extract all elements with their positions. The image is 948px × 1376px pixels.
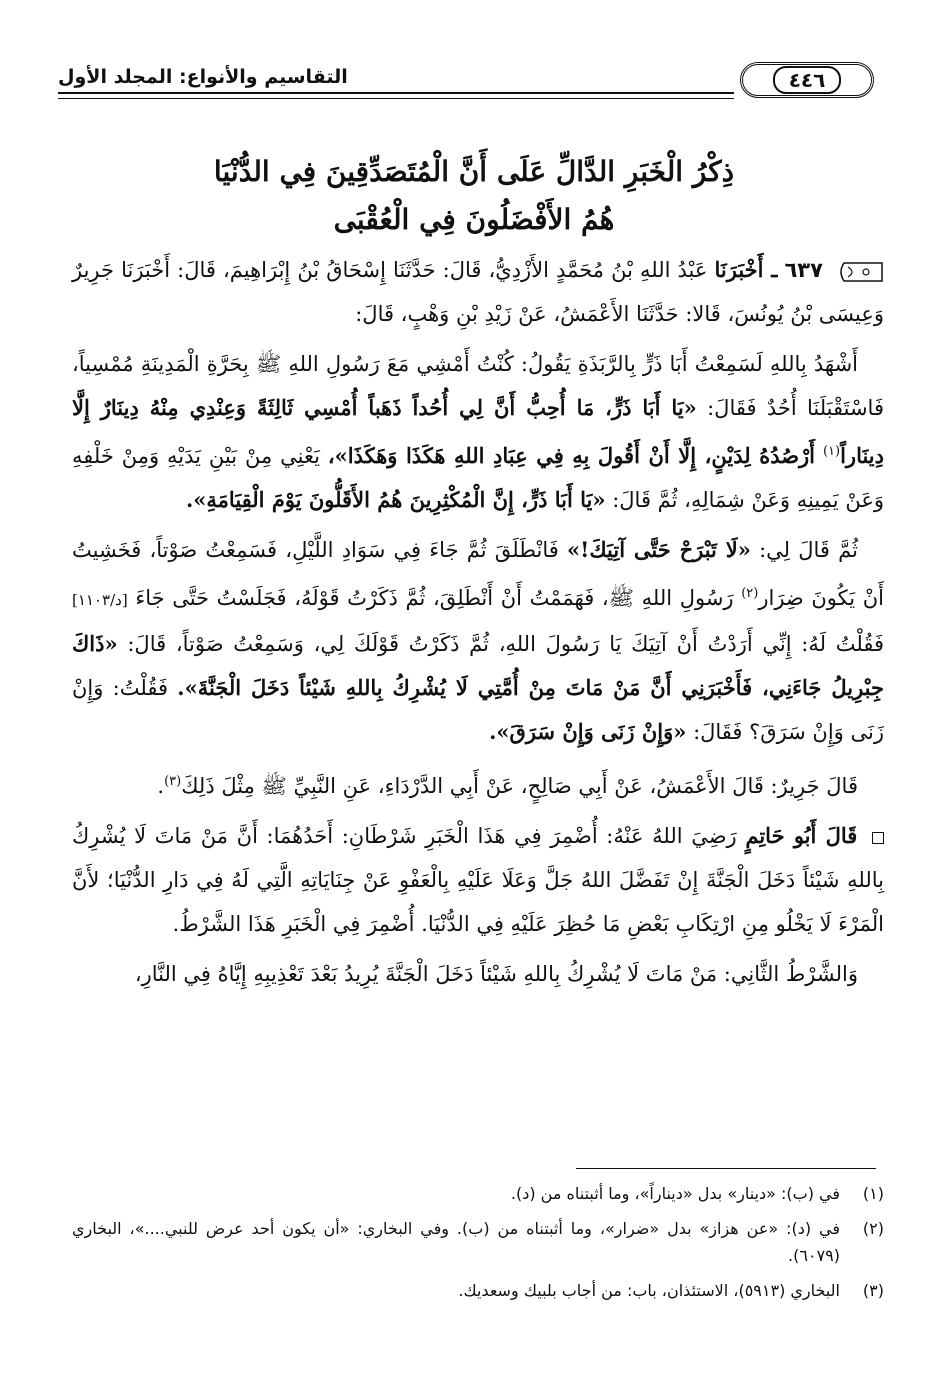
- footnote-ref-1[interactable]: (١): [822, 444, 841, 459]
- footnotes: [72, 1180, 884, 1312]
- footnote-1: [72, 1180, 884, 1207]
- hadith-paragraph-2: [72, 528, 884, 754]
- commentator-name: قَالَ أَبُو حَاتِمٍ: [745, 823, 858, 848]
- commentary-paragraph-2: [72, 952, 884, 996]
- isnad-text: عَبْدُ اللهِ بْنُ مُحَمَّدٍ الأَزْدِيُّ، قَالَ: حَدَّثَنَا إِسْحَاقُ بْنُ إِبْرَاهِيمَ، قَالَ: أَخْبَرَنَا جَرِيرٌ وَعِيسَى بْنُ يُونُسَ، قَالا: حَدَّثَنَا الأَعْمَشُ، عَنْ زَيْدِ بْنِ وَهْبٍ، قَالَ:: [72, 258, 884, 326]
- commentary-text: رَضِيَ اللهُ عَنْهُ: أُضْمِرَ فِي هَذَا الْخَبَرِ شَرْطَانِ: أَحَدُهُمَا: أَنَّ مَنْ مَاتَ لَا يُشْرِكُ بِاللهِ شَيْئاً دَخَلَ الْجَنَّةَ إِنْ تَفَضَّلَ اللهُ جَلَّ وَعَلَا عَلَيْهِ بِالْعَفْوِ عَنْ جِنَايَاتِهِ الَّتِي لَهُ فِي دَارِ الدُّنْيَا؛ لأَنَّ الْمَرْءَ لَا يَخْلُو مِنِ ارْتِكَابِ بَعْضِ مَا حُظِرَ عَلَيْهِ فِي الدُّنْيَا. أُضْمِرَ فِي الْخَبَرِ هَذَا الشَّرْطُ.: [72, 824, 884, 936]
- prophetic-quote-2: «ذَاكَ جِبْرِيلُ جَاءَنِي، فَأَخْبَرَنِي أَنَّ مَنْ مَاتَ مِنْ أُمَّتِي لَا يُشْرِكُ بِاللهِ شَيْئاً دَخَلَ الْجَنَّةَ».: [72, 631, 884, 700]
- narration-text-2: يَعْنِي مِنْ بَيْنِ يَدَيْهِ وَمِنْ خَلْفِهِ وَعَنْ يَمِينِهِ وَعَنْ شِمَالِهِ، ثُمَّ قَالَ:: [72, 444, 884, 512]
- chapter-heading: [60, 148, 888, 244]
- square-bullet-icon: [872, 832, 884, 844]
- prophetic-quote-3: «وَإِنْ زَنَى وَإِنْ سَرَقَ».: [489, 719, 687, 744]
- prophetic-quote-cont: أَرْصُدُهُ لِدَيْنٍ، إِلَّا أَنْ أَقُولَ بِهِ فِي عِبَادِ اللهِ هَكَذَا وَهَكَذَا»،: [327, 443, 816, 468]
- heading-line-2: هُمُ الأَفْضَلُونَ فِي الْعُقْبَى: [333, 203, 615, 236]
- footnote-number: (٢): [862, 1219, 884, 1238]
- narration-text: أَشْهَدُ بِاللهِ لَسَمِعْتُ أَبَا ذَرٍّ بِالرَّبَذَةِ يَقُولُ: كُنْتُ أَمْشِي مَعَ رَسُولِ اللهِ ﷺ بِحَرَّةِ الْمَدِينَةِ مُمْسِياً، فَاسْتَقْبَلَنَا أُحُدٌ فَقَالَ:: [72, 352, 884, 420]
- commentary-text-2: وَالشَّرْطُ الثَّانِي: مَنْ مَاتَ لَا يُشْرِكُ بِاللهِ شَيْئاً دَخَلَ الْجَنَّةَ يُرِيدُ بَعْدَ تَعْذِيبِهِ إِيَّاهُ فِي النَّارِ،: [134, 962, 858, 986]
- narration-text-4: فَقُلْتُ لَهُ: إِنِّي أَرَدْتُ أَنْ آتِيَكَ يَا رَسُولَ اللهِ، ثُمَّ ذَكَرْتُ قَوْلَكَ لِي، وَسَمِعْتُ صَوْتاً، قَالَ:: [127, 632, 884, 656]
- footnote-ref-2[interactable]: (٢): [741, 586, 759, 601]
- footnote-number: (١): [862, 1184, 884, 1203]
- narration-text-2: فَانْطَلَقَ ثُمَّ جَاءَ فِي سَوَادِ اللَّيْلِ، فَسَمِعْتُ صَوْتاً، فَخَشِيتُ أَنْ يَكُونَ ضِرَار: [72, 538, 884, 610]
- footnote-number: (٣): [862, 1281, 884, 1300]
- footnote-text: في (د): «عن هزاز» بدل «ضرار»، وما أثبتناه من (ب). وفي البخاري: «أن يكون أحد عرض للنبي....»، البخاري (٦٠٧٩).: [72, 1219, 840, 1265]
- footnote-ref-3[interactable]: (٣): [164, 774, 182, 789]
- footnote-rule: [576, 1168, 876, 1169]
- hadith-number: ٦٣٧: [784, 258, 823, 282]
- manuscript-ref: [د/١١٠٣]: [72, 591, 128, 609]
- page-number-box: [740, 62, 874, 98]
- hadith-paragraph-3: قَالَ جَرِيرٌ: قَالَ الأَعْمَشُ، عَنْ أَبِي صَالِحٍ، عَنْ أَبِي الدَّرْدَاءِ، عَنِ النَّبِيِّ ﷺ مِثْلَ ذَلِكَ$^{(٣)}$.: [157, 774, 858, 798]
- page-header: [58, 58, 874, 112]
- isnad-lead: ـ أَخْبَرَنَا: [714, 257, 778, 282]
- narration-text: قَالَ جَرِيرٌ: قَالَ الأَعْمَشُ، عَنْ أَبِي صَالِحٍ، عَنْ أَبِي الدَّرْدَاءِ، عَنِ النَّبِيِّ ﷺ مِثْلَ ذَلِكَ: [181, 774, 858, 798]
- prophetic-quote: «لَا تَبْرَحْ حَتَّى آتِيَكَ!»: [567, 537, 751, 562]
- narration-text: ثُمَّ قَالَ لِي:: [759, 538, 858, 562]
- prophetic-quote-2: «يَا أَبَا ذَرٍّ، إِنَّ الْمُكْثِرِينَ هُمُ الأَقَلُّونَ يَوْمَ الْقِيَامَةِ».: [185, 487, 606, 512]
- footnote-text: البخاري (٥٩١٣)، الاستئذان، باب: من أجاب بلبيك وسعديك.: [458, 1281, 840, 1300]
- hadith-paragraph-1: [72, 342, 884, 522]
- heading-line-1: ذِكْرُ الْخَبَرِ الدَّالِّ عَلَى أَنَّ الْمُتَصَدِّقِينَ فِي الدُّنْيَا: [213, 155, 735, 188]
- running-title: التقاسيم والأنواع: المجلد الأول: [58, 66, 348, 88]
- footnote-3: [72, 1277, 884, 1304]
- commentary-paragraph: [72, 814, 884, 946]
- header-rule-thin: [58, 98, 734, 99]
- main-text: [72, 248, 884, 1002]
- hadith-ornament-icon: [836, 259, 884, 285]
- header-rule: [58, 92, 734, 94]
- isnad-paragraph: [72, 248, 884, 336]
- footnote-text: في (ب): «دينار» بدل «ديناراً»، وما أثبتناه من (د).: [510, 1184, 840, 1203]
- narration-text-3: رَسُولِ اللهِ ﷺ، فَهَمَمْتُ أَنْ أَنْطَلِقَ، ثُمَّ ذَكَرْتُ قَوْلَهُ، فَجَلَسْتُ حَتَّى جَاءَ: [135, 586, 734, 610]
- narration-text-5: فَقُلْتُ: وَإِنْ زَنَى وَإِنْ سَرَقَ؟ فَقَالَ:: [72, 676, 884, 744]
- footnote-2: [72, 1215, 884, 1269]
- page-number: ٤٤٦: [773, 66, 842, 94]
- prophetic-quote: «يَا أَبَا ذَرٍّ، مَا أُحِبُّ أَنَّ لِي أُحُداً ذَهَباً أُمْسِي ثَالِثَةً وَعِنْدِي مِنْهُ دِينَارٌ إِلَّا دِينَاراً: [72, 395, 885, 468]
